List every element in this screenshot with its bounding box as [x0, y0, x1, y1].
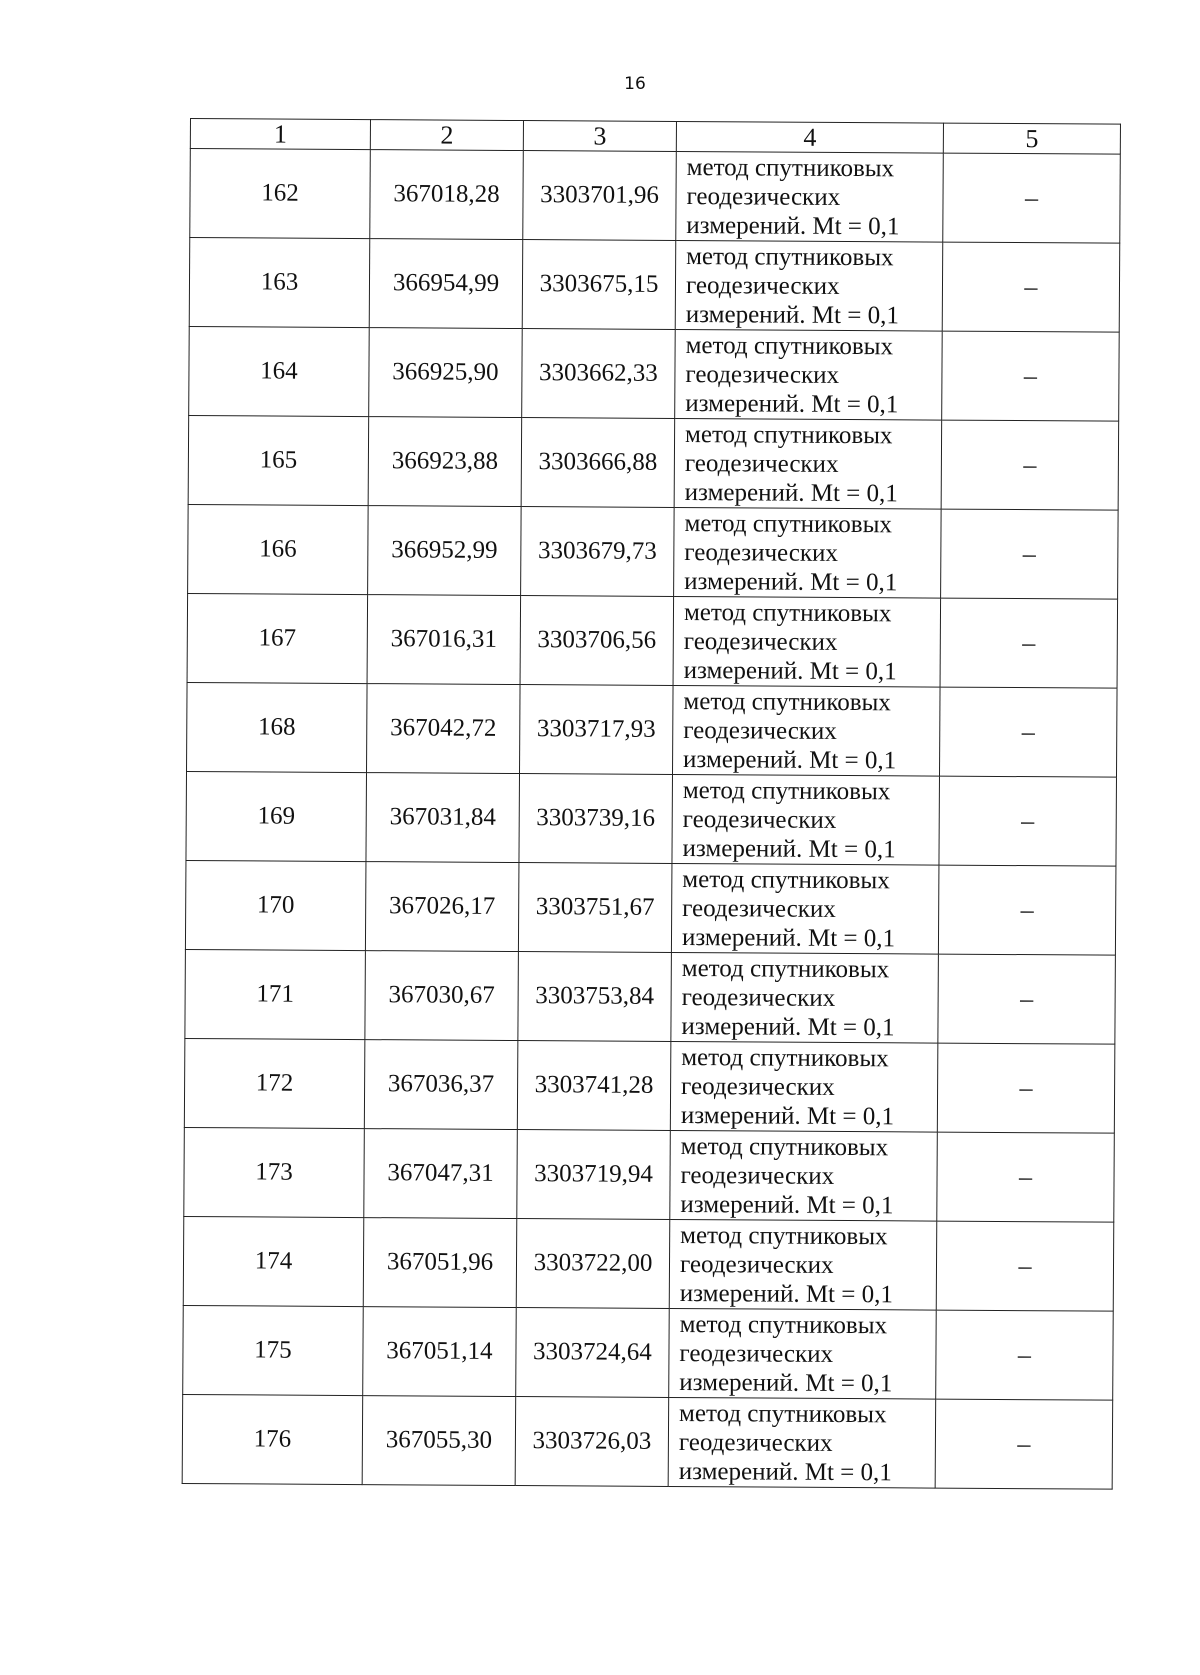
- point-number-cell: 174: [183, 1216, 364, 1306]
- x-coordinate-cell: 367051,14: [363, 1307, 517, 1397]
- y-coordinate-cell: 3303701,96: [523, 151, 677, 241]
- point-number-cell: 165: [188, 415, 369, 505]
- point-number-cell: 171: [185, 949, 366, 1039]
- note-cell: –: [936, 1221, 1114, 1311]
- point-number-cell: 163: [189, 238, 370, 328]
- y-coordinate-cell: 3303666,88: [521, 418, 675, 508]
- point-number-cell: 164: [189, 326, 370, 416]
- x-coordinate-cell: 367031,84: [366, 773, 520, 863]
- note-cell: –: [941, 509, 1119, 599]
- column-header-5: 5: [943, 123, 1120, 154]
- point-number-cell: 172: [184, 1038, 365, 1128]
- table-row: [184, 1127, 1115, 1222]
- y-coordinate-cell: 3303679,73: [521, 507, 675, 597]
- table-row: [183, 1216, 1114, 1311]
- column-header-3: 3: [523, 121, 676, 152]
- coordinates-table: [182, 118, 1121, 1490]
- point-number-cell: 176: [182, 1394, 363, 1484]
- table-row: [182, 1394, 1113, 1489]
- x-coordinate-cell: 366952,99: [368, 506, 522, 596]
- method-cell: метод спутниковых геодезических измерений. Mt = 0,1: [672, 685, 940, 776]
- note-cell: –: [941, 420, 1119, 510]
- point-number-cell: 173: [184, 1127, 365, 1217]
- note-cell: –: [939, 776, 1117, 866]
- x-coordinate-cell: 367047,31: [364, 1129, 518, 1219]
- point-number-cell: 170: [185, 860, 366, 950]
- note-cell: –: [942, 242, 1120, 332]
- method-cell: метод спутниковых геодезических измерений. Mt = 0,1: [670, 1130, 938, 1221]
- table-row: [189, 238, 1120, 333]
- table-row: [185, 949, 1116, 1044]
- point-number-cell: 166: [188, 504, 369, 594]
- x-coordinate-cell: 367030,67: [365, 951, 519, 1041]
- y-coordinate-cell: 3303706,56: [520, 596, 674, 686]
- point-number-cell: 168: [187, 682, 368, 772]
- x-coordinate-cell: 367016,31: [367, 595, 521, 685]
- note-cell: –: [943, 153, 1121, 243]
- method-cell: метод спутниковых геодезических измерений. Mt = 0,1: [669, 1308, 937, 1399]
- note-cell: –: [939, 687, 1117, 777]
- y-coordinate-cell: 3303724,64: [516, 1308, 670, 1398]
- y-coordinate-cell: 3303722,00: [516, 1219, 670, 1309]
- method-cell: метод спутниковых геодезических измерений. Mt = 0,1: [675, 240, 943, 331]
- note-cell: –: [940, 598, 1118, 688]
- column-header-2: 2: [370, 120, 523, 151]
- y-coordinate-cell: 3303753,84: [518, 952, 672, 1042]
- note-cell: –: [935, 1399, 1113, 1489]
- table-body: [182, 149, 1120, 1490]
- method-cell: метод спутниковых геодезических измерений. Mt = 0,1: [672, 774, 940, 865]
- table-row: [185, 860, 1116, 955]
- column-header-1: 1: [190, 119, 370, 150]
- y-coordinate-cell: 3303751,67: [518, 863, 672, 953]
- method-cell: метод спутниковых геодезических измерений. Mt = 0,1: [671, 863, 939, 954]
- page-number: 16: [624, 74, 646, 94]
- method-cell: метод спутниковых геодезических измерений. Mt = 0,1: [670, 1041, 938, 1132]
- x-coordinate-cell: 367042,72: [367, 684, 521, 774]
- y-coordinate-cell: 3303717,93: [520, 685, 674, 775]
- x-coordinate-cell: 367055,30: [362, 1396, 516, 1486]
- method-cell: метод спутниковых геодезических измерений. Mt = 0,1: [673, 596, 941, 687]
- table-row: [187, 593, 1118, 688]
- table-row: [184, 1038, 1115, 1133]
- table-row: [190, 149, 1121, 244]
- note-cell: –: [938, 954, 1116, 1044]
- x-coordinate-cell: 366923,88: [368, 417, 522, 507]
- method-cell: метод спутниковых геодезических измерений. Mt = 0,1: [676, 151, 944, 242]
- table-row: [186, 771, 1117, 866]
- point-number-cell: 175: [183, 1305, 364, 1395]
- x-coordinate-cell: 367018,28: [370, 150, 524, 240]
- point-number-cell: 162: [190, 149, 371, 239]
- y-coordinate-cell: 3303662,33: [522, 329, 676, 419]
- method-cell: метод спутниковых геодезических измерений. Mt = 0,1: [675, 329, 943, 420]
- method-cell: метод спутниковых геодезических измерений. Mt = 0,1: [674, 418, 942, 509]
- table-row: [183, 1305, 1114, 1400]
- method-cell: метод спутниковых геодезических измерений. Mt = 0,1: [669, 1219, 937, 1310]
- note-cell: –: [937, 1043, 1115, 1133]
- table-row: [189, 326, 1120, 421]
- y-coordinate-cell: 3303726,03: [515, 1397, 669, 1487]
- x-coordinate-cell: 366954,99: [369, 239, 523, 329]
- column-header-4: 4: [676, 121, 943, 153]
- method-cell: метод спутниковых геодезических измерений. Mt = 0,1: [671, 952, 939, 1043]
- table-row: [187, 682, 1118, 777]
- y-coordinate-cell: 3303675,15: [522, 240, 676, 330]
- y-coordinate-cell: 3303739,16: [519, 774, 673, 864]
- x-coordinate-cell: 367036,37: [364, 1040, 518, 1130]
- x-coordinate-cell: 366925,90: [369, 328, 523, 418]
- y-coordinate-cell: 3303741,28: [517, 1041, 671, 1131]
- y-coordinate-cell: 3303719,94: [517, 1130, 671, 1220]
- x-coordinate-cell: 367026,17: [365, 862, 519, 952]
- note-cell: –: [936, 1310, 1114, 1400]
- point-number-cell: 169: [186, 771, 367, 861]
- note-cell: –: [937, 1132, 1115, 1222]
- x-coordinate-cell: 367051,96: [363, 1218, 517, 1308]
- table-row: [188, 415, 1119, 510]
- table-row: [188, 504, 1119, 599]
- method-cell: метод спутниковых геодезических измерений. Mt = 0,1: [668, 1397, 936, 1488]
- point-number-cell: 167: [187, 593, 368, 683]
- note-cell: –: [942, 331, 1120, 421]
- note-cell: –: [938, 865, 1116, 955]
- method-cell: метод спутниковых геодезических измерений. Mt = 0,1: [674, 507, 942, 598]
